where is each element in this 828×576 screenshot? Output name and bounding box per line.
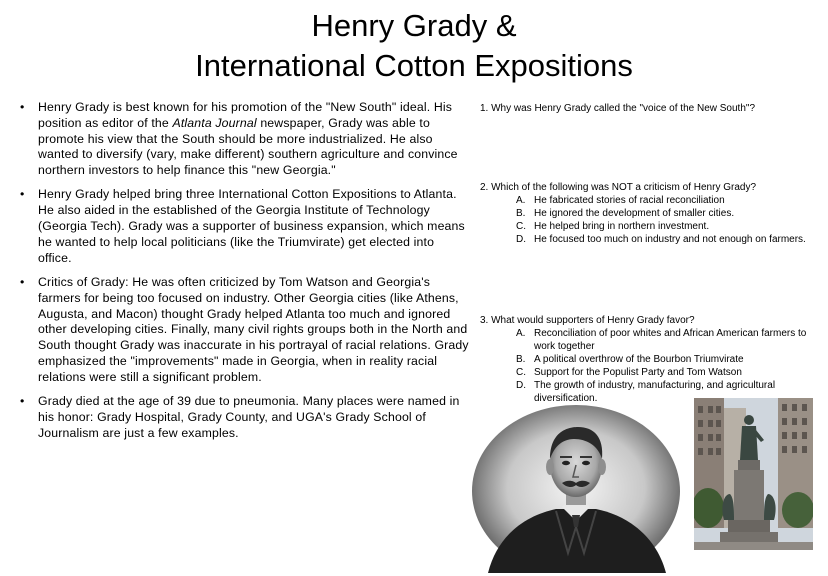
- option-text: Support for the Populist Party and Tom Watson: [534, 367, 742, 378]
- bullet-text-part: Henry Grady is best known for his promotion of the "New South" ideal. His position as editor of the: [38, 100, 453, 130]
- option-letter: C.: [516, 367, 526, 378]
- option-text: Reconciliation of poor whites and African American farmers to work together: [534, 328, 807, 352]
- option-text: He fabricated stories of racial reconciliation: [534, 195, 725, 206]
- henry-grady-portrait: [470, 403, 682, 573]
- answer-options: [480, 327, 810, 405]
- answer-option: [480, 233, 810, 246]
- question-text: 2. Which of the following was NOT a criticism of Henry Grady?: [480, 182, 757, 193]
- answer-option: [480, 194, 810, 207]
- bullet-text-part: newspaper, Grady was able to promote his view that the South should be more industrialized. He also wanted to diversify (vary, make different) southern agriculture and convince northern investors to help finance this "new Georgia.": [38, 115, 458, 178]
- bullet-new-south: [18, 100, 470, 179]
- answer-options: [480, 194, 810, 246]
- answer-option: [480, 207, 810, 220]
- option-text: The growth of industry, manufacturing, and agricultural diversification.: [534, 380, 776, 404]
- grady-statue-photo: [694, 398, 813, 550]
- option-letter: C.: [516, 221, 526, 232]
- answer-option: [480, 366, 810, 379]
- answer-option: [480, 327, 810, 353]
- question-1: [480, 102, 810, 115]
- question-2: [480, 181, 810, 246]
- option-letter: A.: [516, 195, 526, 206]
- option-text: A political overthrow of the Bourbon Triumvirate: [534, 354, 744, 365]
- title-line-1: Henry Grady &: [311, 8, 517, 43]
- option-letter: B.: [516, 354, 526, 365]
- option-text: He ignored the development of smaller cities.: [534, 208, 735, 219]
- bullet-list: [18, 100, 470, 450]
- newspaper-name: Atlanta Journal: [172, 115, 257, 130]
- question-text: 1. Why was Henry Grady called the "voice of the New South"?: [480, 103, 756, 114]
- bullet-critics: • Critics of Grady: He was often criticized by Tom Watson and Georgia's farmers for being too focused on industry. Other Georgia cities (like Athens, Augusta, and Macon) thought Grady helped Atlanta too much and ignored other developing cities. Finally, many civil rights groups both in the North and South thought Grady was inaccurate in his portrayal of racial relations. Grady emphasized the "improvements" made in Georgia, when in reality racial relations were still a significant problem.: [18, 275, 470, 386]
- question-text: 3. What would supporters of Henry Grady favor?: [480, 315, 695, 326]
- answer-option: [480, 220, 810, 233]
- page-title: [0, 6, 828, 86]
- option-letter: A.: [516, 328, 526, 339]
- bullet-death: • Grady died at the age of 39 due to pneumonia. Many places were named in his honor: Grady Hospital, Grady County, and UGA's Grady School of Journalism are just a few examples.: [18, 394, 470, 441]
- question-3: [480, 314, 810, 405]
- bullet-expositions: • Henry Grady helped bring three International Cotton Expositions to Atlanta. He also aided in the established of the Georgia Institute of Technology (Georgia Tech). Grady was a supporter of business expansion, which means he wanted to help local politicians (like the Triumvirate) get elected into office.: [18, 187, 470, 266]
- option-letter: B.: [516, 208, 526, 219]
- option-letter: D.: [516, 234, 526, 245]
- option-text: He helped bring in northern investment.: [534, 221, 710, 232]
- answer-option: [480, 353, 810, 366]
- title-line-2: International Cotton Expositions: [195, 48, 633, 83]
- option-text: He focused too much on industry and not enough on farmers.: [534, 234, 806, 245]
- option-letter: D.: [516, 380, 526, 391]
